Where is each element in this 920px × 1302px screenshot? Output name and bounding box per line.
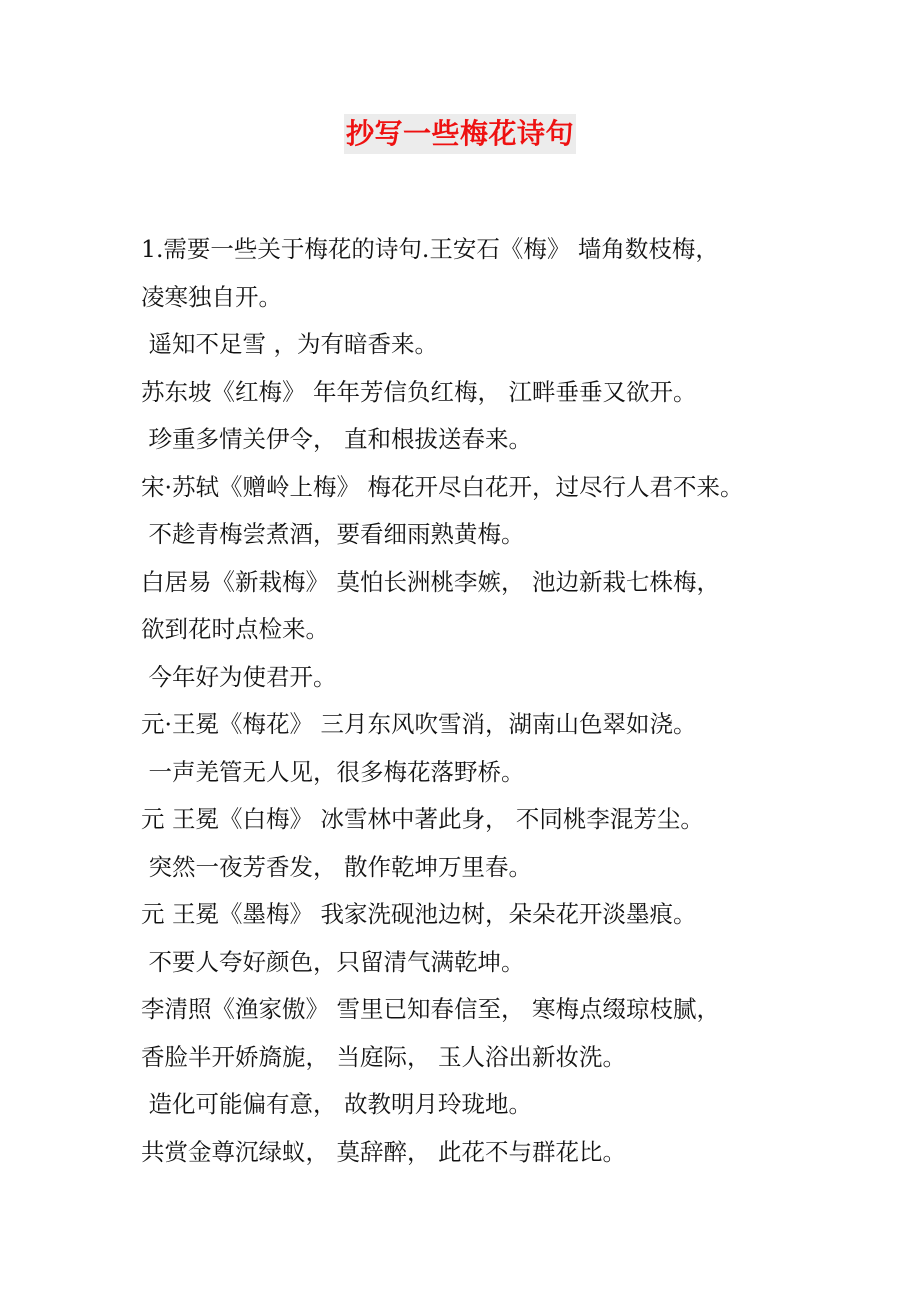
page-title: [0, 114, 920, 154]
text-line: 元·王冕《梅花》 三月东风吹雪消，湖南山色翠如浇。: [141, 710, 697, 738]
text-line: 共赏金尊沉绿蚁， 莫辞醉， 此花不与群花比。: [141, 1137, 626, 1166]
text-line: 造化可能偏有意， 故教明月玲珑地。: [141, 1090, 532, 1118]
text-line: 欲到花时点检来。: [141, 615, 329, 643]
text-line: 白居易《新栽梅》 莫怕长洲桃李嫉， 池边新栽七株梅，: [141, 567, 720, 596]
text-line: 不要人夸好颜色，只留清气满乾坤。: [141, 947, 525, 976]
text-line: 今年好为使君开。: [141, 662, 337, 691]
page-title-text: 抄写一些梅花诗句: [344, 114, 576, 154]
text-line: 香脸半开娇旖旎， 当庭际， 玉人浴出新妆洗。: [141, 1042, 626, 1071]
text-line: 不趁青梅尝煮酒，要看细雨熟黄梅。: [141, 520, 525, 548]
poem-content: [141, 226, 861, 1176]
text-line: 元 王冕《白梅》 冰雪林中著此身， 不同桃李混芳尘。: [141, 805, 704, 833]
text-line: 突然一夜芳香发， 散作乾坤万里春。: [141, 852, 532, 881]
text-line: 苏东坡《红梅》 年年芳信负红梅， 江畔垂垂又欲开。: [141, 377, 697, 406]
text-line: 宋·苏轼《赠岭上梅》 梅花开尽白花开，过尽行人君不来。: [141, 472, 744, 501]
text-line: 凌寒独自开。: [141, 282, 282, 311]
text-line: 李清照《渔家傲》 雪里已知春信至， 寒梅点缀琼枝腻，: [141, 995, 720, 1023]
text-line: 1.需要一些关于梅花的诗句.王安石《梅》 墙角数枝梅，: [141, 235, 719, 263]
text-line: 元 王冕《墨梅》 我家洗砚池边树，朵朵花开淡墨痕。: [141, 900, 697, 928]
text-line: 一声羌管无人见，很多梅花落野桥。: [141, 757, 525, 786]
text-line: 珍重多情关伊令， 直和根拔送春来。: [141, 425, 532, 453]
text-line: 遥知不足雪 ，为有暗香来。: [141, 330, 438, 358]
